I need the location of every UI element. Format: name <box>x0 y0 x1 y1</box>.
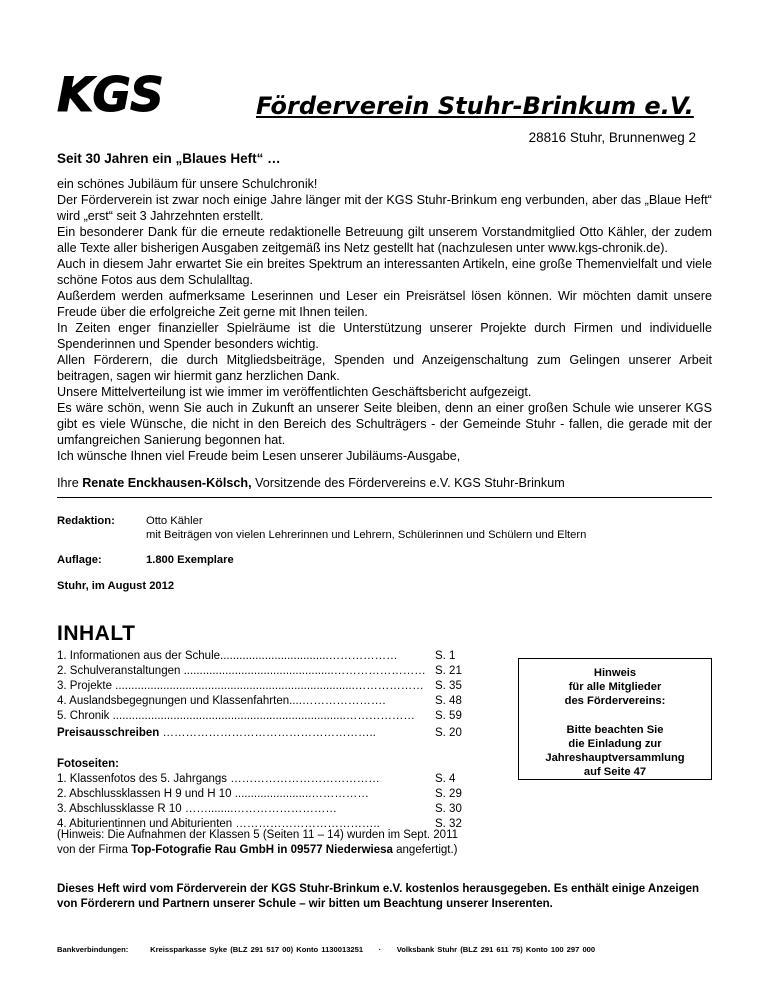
photo-entry-title: 3. Abschlussklasse R 10 ……........……………………… <box>57 803 337 815</box>
photo-entry[interactable] <box>57 802 471 817</box>
organization-name: Förderverein Stuhr-Brinkum e.V. <box>256 92 694 120</box>
letter-paragraph: ein schönes Jubiläum für unsere Schulchronik! <box>57 177 318 191</box>
bank-separator: · <box>378 945 382 954</box>
toc-entry-page: S. 48 <box>435 695 462 707</box>
letter-paragraph: Der Förderverein ist zwar noch einige Jahre länger mit der KGS Stuhr-Brinkum eng verbunden, aber das „Blaue Heft“ wird „erst“ seit 3 Jahrzehnten erstellt. <box>57 193 712 223</box>
redaktion-note: mit Beiträgen von vielen Lehrerinnen und Lehrern, Schülerinnen und Schülern und Eltern <box>146 529 587 541</box>
notice-line: auf Seite 47 <box>583 766 647 778</box>
photo-entry-page: S. 4 <box>435 773 456 785</box>
letter-paragraph: Ich wünsche Ihnen viel Freude beim Lesen unserer Jubiläums-Ausgabe, <box>57 449 461 463</box>
auflage-value: 1.800 Exemplare <box>146 554 234 566</box>
photo-note-line2 <box>57 843 458 858</box>
photo-entry[interactable] <box>57 772 471 787</box>
photo-entry-title: 2. Abschlussklassen H 9 und H 10 ........................…………… <box>57 788 369 800</box>
photo-entry-page: S. 30 <box>435 803 462 815</box>
notice-line: die Einladung zur <box>568 738 662 750</box>
photo-note-line1: (Hinweis: Die Aufnahmen der Klassen 5 (Seiten 11 – 14) wurden im Sept. 2011 <box>57 829 459 841</box>
chapter-list <box>57 649 471 724</box>
letter-body <box>57 176 712 464</box>
auflage-label: Auflage: <box>57 554 102 566</box>
letter-paragraph: Unsere Mittelverteilung ist wie immer im veröffentlichten Geschäftsbericht aufgezeigt. <box>57 385 532 399</box>
toc-entry-page: S. 35 <box>435 680 462 692</box>
toc-entry-page: S. 21 <box>435 665 462 677</box>
contents-title: INHALT <box>57 622 136 645</box>
signature-prefix: Ihre <box>57 476 83 490</box>
letter-paragraph: Es wäre schön, wenn Sie auch in Zukunft an unserer Seite bleiben, denn an einer großen Schule wie unserer KGS gibt es viele Wünsche, die nicht in den Bereich des Schulträgers - der Gemeinde Stuhr - fallen, die gerade mit der umfangreichen Sanierung begonnen hat. <box>57 401 712 447</box>
divider <box>57 497 712 498</box>
toc-entry[interactable] <box>57 679 471 694</box>
notice-line: für alle Mitglieder <box>568 681 662 693</box>
signature-role: Vorsitzende des Fördervereins e.V. KGS Stuhr-Brinkum <box>251 476 565 490</box>
signature-name: Renate Enckhausen-Kölsch, <box>82 476 252 490</box>
contest-leader: ……………………………………………….. <box>159 727 376 739</box>
toc-entry-title: 3. Projekte ...........................................................................……………… <box>57 680 424 692</box>
bank-details <box>57 945 595 954</box>
toc-entry-page: S. 59 <box>435 710 462 722</box>
photo-entry-page: S. 29 <box>435 788 462 800</box>
toc-entry-title: 1. Informationen aus der Schule..................................……………… <box>57 650 398 662</box>
toc-entry[interactable] <box>57 649 471 664</box>
notice-line: Bitte beachten Sie <box>566 724 664 736</box>
notice-line: des Fördervereins: <box>564 695 666 707</box>
toc-entry[interactable] <box>57 664 471 679</box>
headline: Seit 30 Jahren ein „Blaues Heft“ … <box>57 151 281 166</box>
kgs-logo: KGS <box>57 68 163 123</box>
photo-note-suffix: angefertigt.) <box>392 844 458 856</box>
letter-paragraph: In Zeiten enger finanzieller Spielräume ist die Unterstützung unserer Projekte durch Firmen und individuelle Spenderinnen und Spender besonders wichtig. <box>57 321 712 351</box>
letter-paragraph: Ein besonderer Dank für die erneute redaktionelle Betreuung gilt unserem Vorstandmitglied Otto Kähler, der zudem alle Texte aller bisherigen Ausgaben zeitgemäß ins Netz gestellt hat (nachzulesen unter www.kgs-chronik.de). <box>57 225 712 255</box>
free-distribution-notice: Dieses Heft wird vom Förderverein der KGS Stuhr-Brinkum e.V. kostenlos herausgegeben. Es enthält einige Anzeigen von Förderern und Partnern unserer Schule – wir bitten um Beachtung unserer Inserenten. <box>57 883 700 910</box>
redaktion-name: Otto Kähler <box>146 515 203 527</box>
contest-entry[interactable] <box>57 726 471 741</box>
letter-paragraph: Außerdem werden aufmerksame Leserinnen und Leser ein Preisrätsel lösen können. Wir möchten damit unsere Freude über die erfolgreiche Zeit gerne mit Ihnen teilen. <box>57 289 712 319</box>
photo-entry-title: 1. Klassenfotos des 5. Jahrgangs ………………………………… <box>57 773 380 785</box>
photo-note <box>57 828 458 858</box>
photo-entry[interactable] <box>57 787 471 802</box>
toc-entry-title: 2. Schulveranstaltungen ...............................................…………………… <box>57 665 426 677</box>
photographer-company: Top-Fotografie Rau GmbH in 09577 Niederwiesa <box>131 844 393 856</box>
notice-line: Jahreshauptversammlung <box>545 752 685 764</box>
place-date: Stuhr, im August 2012 <box>57 580 175 592</box>
notice-line: Hinweis <box>593 667 637 679</box>
toc-entry[interactable] <box>57 709 471 724</box>
photo-entry-title: 4. Abiturientinnen und Abiturienten ……………………………….. <box>57 818 380 830</box>
redaktion-label: Redaktion: <box>57 515 115 527</box>
contest-title: Preisausschreiben <box>57 727 160 739</box>
photo-list <box>57 772 471 832</box>
contest-page: S. 20 <box>435 727 462 739</box>
bank-account-1: Kreissparkasse Syke (BLZ 291 517 00) Konto 1130013251 <box>150 945 364 954</box>
toc-entry-title: 4. Auslandsbegegnungen und Klassenfahrten....…………………. <box>57 695 386 707</box>
bank-label: Bankverbindungen: <box>57 945 129 954</box>
photo-note-prefix: von der Firma <box>57 844 132 856</box>
bank-account-2: Volksbank Stuhr (BLZ 291 611 75) Konto 100 297 000 <box>396 945 596 954</box>
photos-title: Fotoseiten: <box>57 758 119 770</box>
address: 28816 Stuhr, Brunnenweg 2 <box>528 130 696 145</box>
letter-paragraph: Allen Förderern, die durch Mitgliedsbeiträge, Spenden und Anzeigenschaltung zum Gelingen unserer Arbeit beitragen, sagen wir hiermit ganz herzlichen Dank. <box>57 353 712 383</box>
letter-paragraph: Auch in diesem Jahr erwartet Sie ein breites Spektrum an interessanten Artikeln, eine große Themenvielfalt und viele schöne Fotos aus dem Schulalltag. <box>57 257 712 287</box>
toc-entry[interactable] <box>57 694 471 709</box>
toc-entry-page: S. 1 <box>435 650 456 662</box>
signature <box>57 476 565 490</box>
toc-entry-title: 5. Chronik .........................................................................……………… <box>57 710 415 722</box>
photo-entry-page: S. 32 <box>435 818 462 830</box>
member-notice-box <box>518 658 712 780</box>
